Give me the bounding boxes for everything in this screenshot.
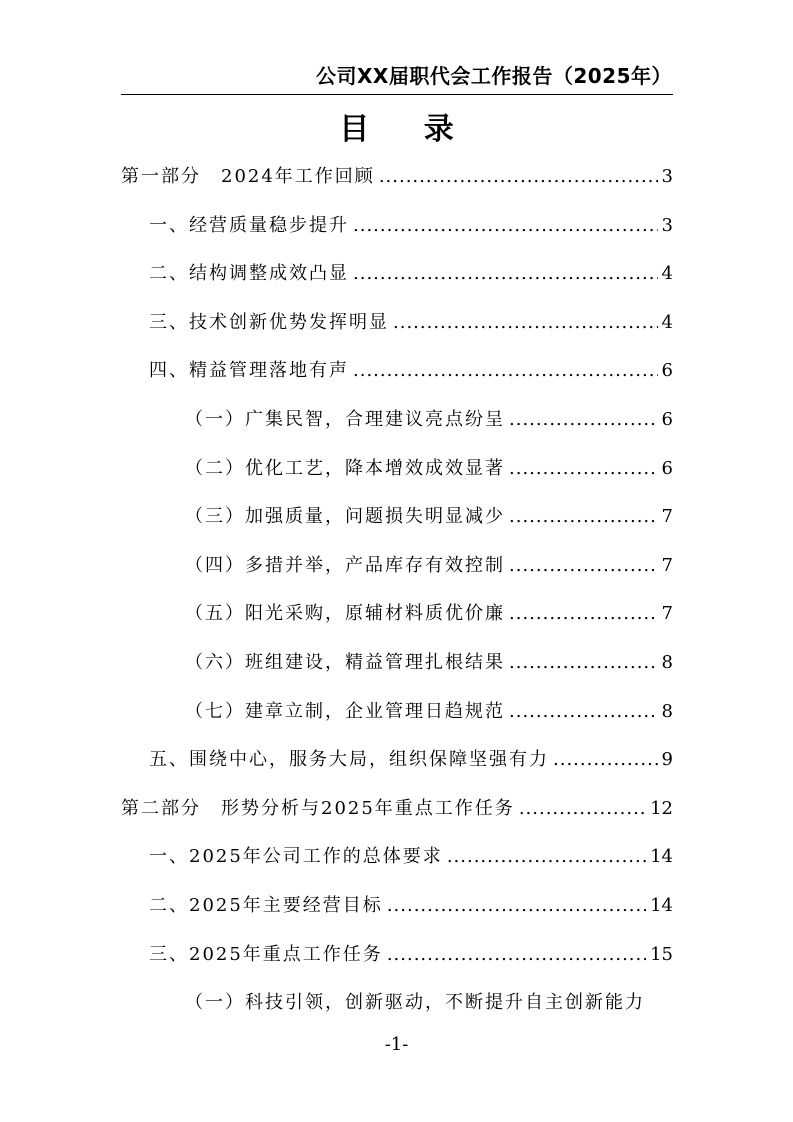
toc-entry-page: 3 [661, 166, 673, 187]
toc-entry[interactable] [121, 794, 673, 824]
toc-entry-label: （二）优化工艺，降本增效成效显著 [185, 457, 505, 479]
toc-entry-page: 14 [650, 846, 673, 868]
toc-entry-leader-dots [553, 749, 658, 770]
toc-entry-leader-dots [509, 603, 658, 624]
toc-entry-label: 二、2025年主要经营目标 [149, 895, 383, 916]
toc-entry[interactable] [185, 551, 673, 581]
toc-entry-leader-dots [379, 166, 658, 187]
toc-entry-page: 14 [650, 895, 673, 916]
toc-entry-leader-dots [509, 409, 658, 430]
document-header-title: 公司XX届职代会工作报告（2025年） [315, 64, 672, 88]
toc-entry-page: 3 [661, 214, 673, 236]
toc-entry-page: 4 [661, 263, 673, 285]
toc-entry[interactable] [185, 502, 673, 532]
toc-entry-label: 一、经营质量稳步提升 [149, 214, 349, 236]
toc-entry[interactable] [185, 405, 673, 435]
page-number: -1- [384, 1034, 409, 1055]
toc-entry-label: 三、技术创新优势发挥明显 [149, 311, 389, 333]
toc-entry[interactable] [149, 356, 673, 386]
toc-entry-leader-dots [353, 360, 658, 381]
toc-entry[interactable] [149, 891, 673, 921]
toc-entry-page: 4 [661, 311, 673, 333]
toc-entry-label: 一、2025年公司工作的总体要求 [149, 846, 443, 868]
toc-entry-leader-dots [519, 798, 646, 819]
toc-entry-page: 6 [661, 457, 673, 479]
toc-entry[interactable] [149, 259, 673, 289]
toc-entry[interactable] [149, 211, 673, 241]
toc-entry-label: 三、2025年重点工作任务 [149, 943, 383, 965]
toc-entry-page: 15 [650, 943, 673, 965]
toc-entry-label: 二、结构调整成效凸显 [149, 263, 349, 285]
toc-entry-leader-dots [509, 506, 658, 527]
toc-entry[interactable] [185, 988, 673, 1018]
toc-entry-leader-dots [509, 458, 658, 479]
toc-entry-leader-dots [509, 652, 658, 673]
toc-entry-leader-dots [509, 701, 658, 722]
toc-entry-leader-dots [353, 215, 658, 236]
toc-entry-label: （五）阳光采购，原辅材料质优价廉 [185, 603, 505, 625]
toc-entry-page: 9 [661, 749, 673, 771]
toc-entry-page: 6 [661, 360, 673, 382]
toc-entry-leader-dots [393, 312, 658, 333]
toc-entry-page: 8 [661, 652, 673, 673]
toc-entry-label: 四、精益管理落地有声 [149, 360, 349, 382]
toc-entry-page: 12 [650, 797, 673, 819]
toc-entry-label: （六）班组建设，精益管理扎根结果 [185, 652, 505, 673]
header-divider [121, 94, 673, 95]
toc-entry[interactable] [121, 162, 673, 192]
toc-entry-leader-dots [509, 555, 658, 576]
toc-entry-page: 8 [661, 700, 673, 722]
toc-entry-leader-dots [353, 263, 658, 284]
toc-entry-page: 7 [661, 506, 673, 528]
toc-entry-label: （四）多措并举，产品库存有效控制 [185, 554, 505, 576]
toc-entry-leader-dots [387, 895, 646, 916]
toc-entry-leader-dots [387, 944, 646, 965]
toc-entry[interactable] [185, 454, 673, 484]
toc-entry-label: （三）加强质量，问题损失明显减少 [185, 506, 505, 528]
toc-entry[interactable] [149, 842, 673, 872]
toc-entry-page: 7 [661, 554, 673, 576]
toc-entry[interactable] [149, 940, 673, 970]
toc-title: 目 录 [339, 112, 476, 147]
toc-entry-page: 6 [661, 409, 673, 430]
toc-entry[interactable] [185, 697, 673, 727]
toc-entry-label: 第二部分 形势分析与2025年重点工作任务 [121, 797, 515, 819]
toc-entry-label: 五、围绕中心，服务大局，组织保障坚强有力 [149, 749, 549, 771]
toc-entry[interactable] [185, 599, 673, 629]
toc-entry[interactable] [149, 745, 673, 775]
toc-entry-label: （一）广集民智，合理建议亮点纷呈 [185, 409, 505, 430]
toc-entry[interactable] [185, 648, 673, 678]
toc-entry-page: 7 [661, 603, 673, 625]
toc-entry[interactable] [149, 308, 673, 338]
toc-entry-label: 第一部分 2024年工作回顾 [121, 166, 375, 187]
toc-entry-leader-dots [447, 846, 646, 867]
toc-entry-label: （七）建章立制，企业管理日趋规范 [185, 700, 505, 722]
toc-entry-label: （一）科技引领，创新驱动，不断提升自主创新能力 [185, 992, 645, 1014]
